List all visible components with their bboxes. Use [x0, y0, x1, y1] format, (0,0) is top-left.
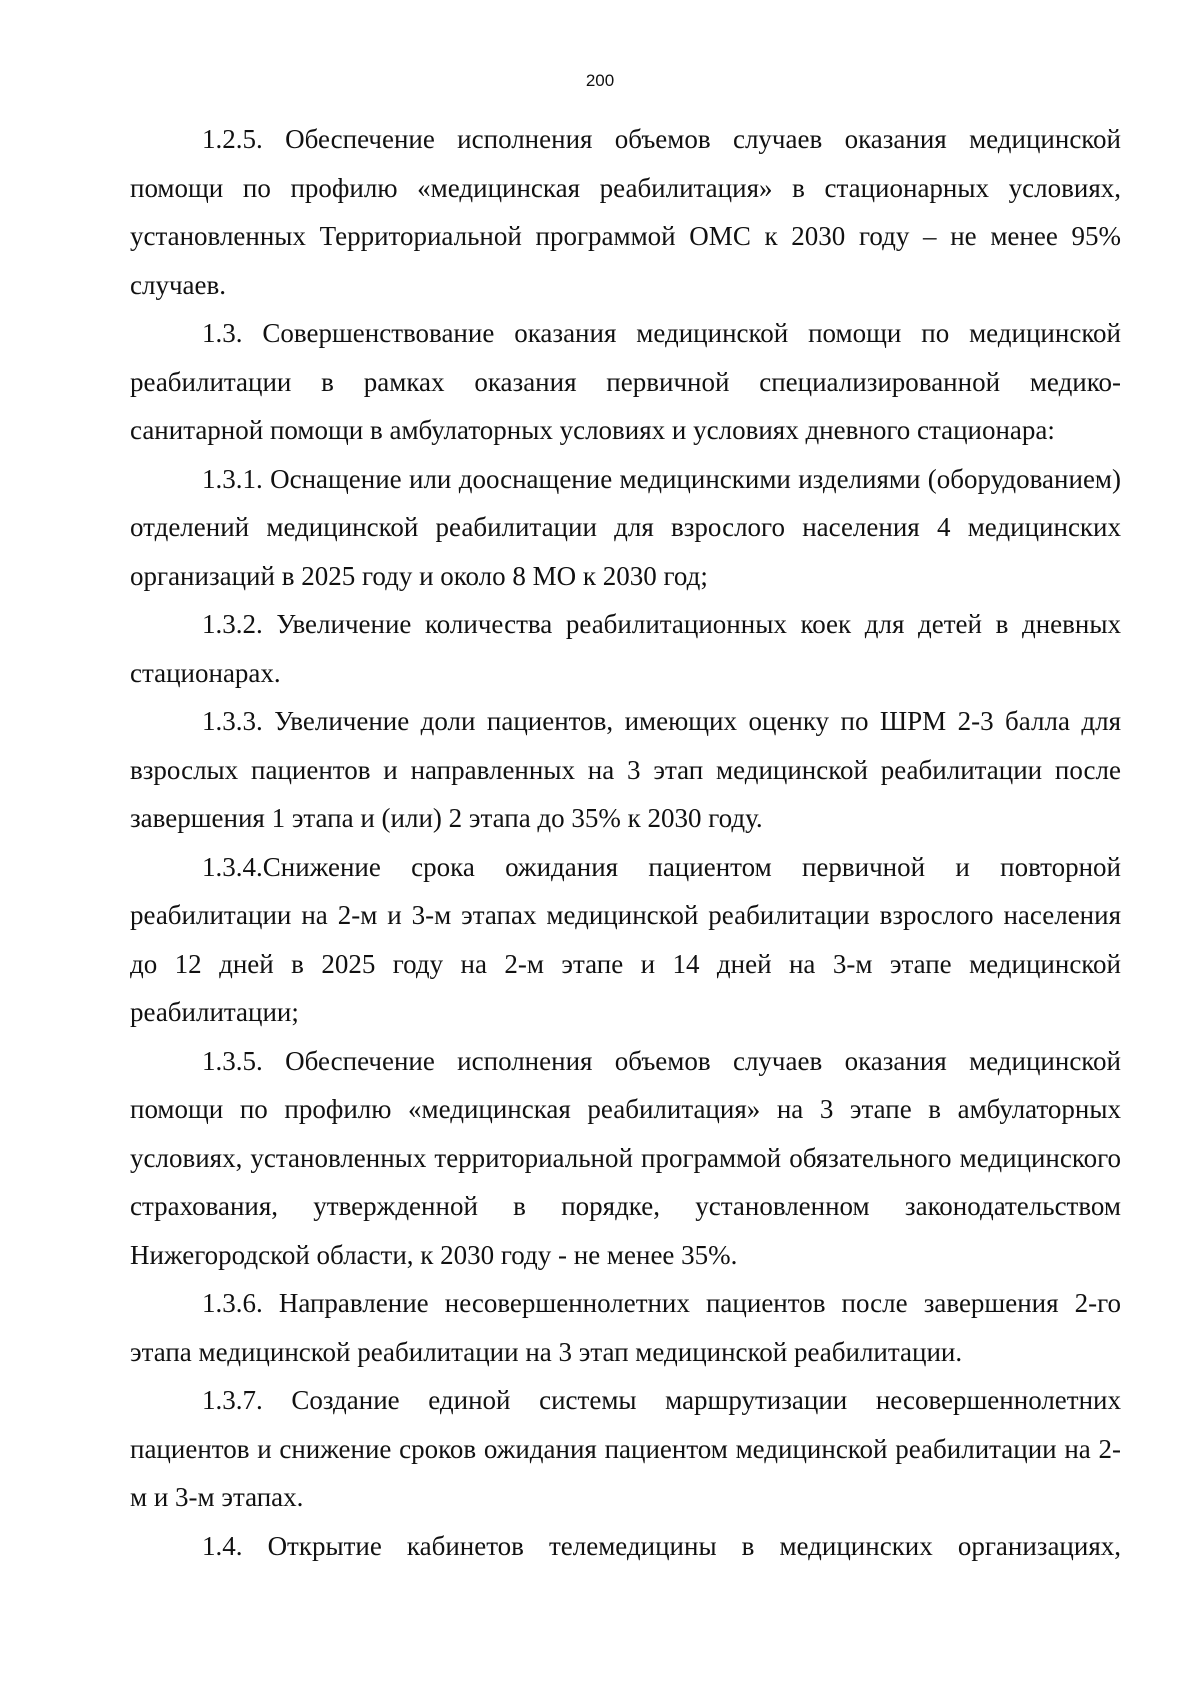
paragraph-1-3-6 [130, 1279, 1121, 1376]
paragraph-1-3-4 [130, 843, 1121, 1037]
paragraph-1-3-3 [130, 697, 1121, 843]
paragraph-1-3-2 [130, 600, 1121, 697]
paragraph-number: 1.3.1. [202, 463, 263, 494]
paragraph-number: 1.3.6. [202, 1288, 263, 1318]
paragraph-number: 1.2.5. [202, 124, 263, 154]
paragraph-text: Увеличение количества реабилитационных коек для детей в дневных стационарах. [130, 609, 1122, 688]
paragraph-text: Обеспечение исполнения объемов случаев оказания медицинской помощи по профилю «медицинская реабилитация» на 3 этапе в амбулаторных условиях, установленных территориальной программой обязательного медицинского страхования, утвержденной в порядке, установленном законодательством Нижегородской области, к 2030 году - не менее 35%. [130, 1045, 1122, 1270]
paragraph-number: 1.3.7. [202, 1385, 263, 1415]
paragraph-text: Оснащение или дооснащение медицинскими изделиями (оборудованием) отделений медицинской реабилитации для взрослого населения 4 медицинских организаций в 2025 году и около 8 МО к 2030 год; [130, 463, 1122, 591]
paragraph-number: 1.4. [202, 1530, 243, 1561]
document-body [130, 115, 1121, 1570]
paragraph-text: Увеличение доли пациентов, имеющих оценку по ШРМ 2-3 балла для взрослых пациентов и направленных на 3 этап медицинской реабилитации после завершения 1 этапа и (или) 2 этапа до 35% к 2030 году. [130, 706, 1122, 833]
paragraph-text: Открытие кабинетов телемедицины в медицинских организациях, [267, 1530, 1121, 1561]
paragraph-text: Совершенствование оказания медицинской помощи по медицинской реабилитации в рамках оказания первичной специализированной медико- санитарной помощи в амбулаторных условиях и условиях дневного стационара: [130, 318, 1122, 445]
paragraph-1-3-7 [130, 1376, 1121, 1522]
paragraph-number: 1.3.4. [202, 851, 263, 882]
paragraph-text: Создание единой системы маршрутизации несовершеннолетних пациентов и снижение сроков ожидания пациентом медицинской реабилитации на 2-м и 3-м этапах. [130, 1385, 1121, 1512]
paragraph-number: 1.3.2. [202, 609, 263, 639]
paragraph-1-3 [130, 309, 1121, 455]
paragraph-text: Обеспечение исполнения объемов случаев оказания медицинской помощи по профилю «медицинская реабилитация» в стационарных условиях, установленных Территориальной программой ОМС к 2030 году – не менее 95% случаев. [130, 124, 1122, 300]
paragraph-1-2-5 [130, 115, 1121, 309]
paragraph-text: Снижение срока ожидания пациентом первичной и повторной реабилитации на 2-м и 3-м этапах медицинской реабилитации взрослого населения до 12 дней в 2025 году на 2-м этапе и 14 дней на 3-м этапе медицинской реабилитации; [130, 851, 1121, 1027]
paragraph-number: 1.3.5. [202, 1045, 263, 1076]
paragraph-number: 1.3. [202, 318, 243, 348]
paragraph-1-3-5 [130, 1037, 1121, 1280]
paragraph-number: 1.3.3. [202, 706, 263, 736]
page-number: 200 [585, 71, 615, 90]
paragraph-text: Направление несовершеннолетних пациентов после завершения 2-го этапа медицинской реабилитации на 3 этап медицинской реабилитации. [130, 1288, 1122, 1367]
paragraph-1-4 [130, 1522, 1121, 1571]
paragraph-1-3-1 [130, 455, 1121, 601]
